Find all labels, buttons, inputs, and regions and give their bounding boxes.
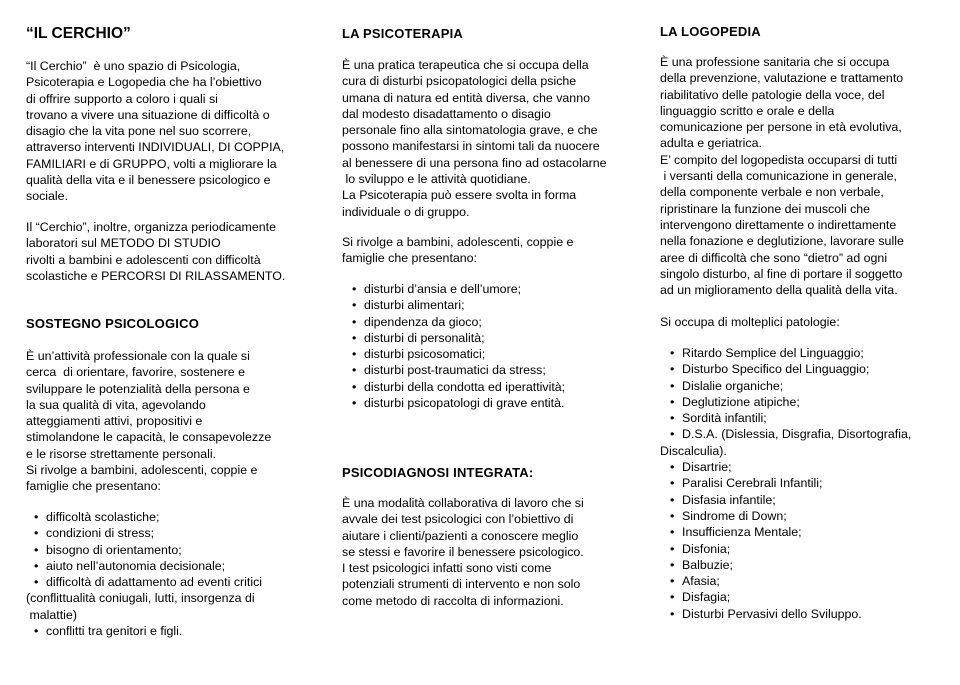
text-line: la sua qualità di vita, agevolando: [26, 397, 206, 412]
text-line: riabilitativo delle patologie della voce, del: [660, 87, 885, 102]
list-item: • disturbi psicopatologi di grave entità.: [342, 395, 565, 411]
psicodiagnosi-heading: PSICODIAGNOSI INTEGRATA:: [342, 465, 534, 480]
text-line: della prevenzione, valutazione e trattamento: [660, 71, 904, 86]
text-line: Si rivolge a bambini, adolescenti, coppie e: [26, 463, 258, 478]
text-line: ripristinare la funzione dei muscoli che: [660, 201, 871, 216]
text-line: nella fonazione e deglutizione, lavorare sulle: [660, 234, 904, 249]
text-line: famiglie che presentano:: [342, 251, 478, 266]
list-item: • Balbuzie;: [660, 557, 911, 573]
list-item: • dipendenza da gioco;: [342, 314, 565, 330]
text-line: aiutare i clienti/pazienti a conoscere meglio: [342, 528, 579, 543]
list-item: • Disfagia;: [660, 589, 911, 605]
patologie-intro: Si occupa di molteplici patologie:: [660, 315, 840, 329]
list-item-continuation: (conflittualità coniugali, lutti, insorgenza di: [26, 591, 255, 606]
text-line: ad un miglioramento della qualità della vita.: [660, 283, 898, 298]
psicoterapia-paragraph: [342, 57, 607, 220]
psicodiagnosi-paragraph: [342, 495, 584, 609]
text-line: qualità della vita e il benessere psicologico e: [26, 173, 271, 188]
text-line: comunicazione per persone in età evolutiva,: [660, 120, 902, 135]
text-line: e le risorse strettamente personali.: [26, 446, 217, 461]
list-item: • Paralisi Cerebrali Infantili;: [660, 475, 911, 491]
labs-paragraph: [26, 219, 285, 284]
list-item: • disturbi alimentari;: [342, 297, 565, 313]
text-line: Psicoterapia e Logopedia che ha l’obiettivo: [26, 75, 262, 90]
text-line: personale fino alla sintomatologia grave, e che: [342, 123, 598, 138]
text-line: È una modalità collaborativa di lavoro che si: [342, 496, 584, 510]
list-item: • Dislalie organiche;: [660, 378, 911, 394]
psicoterapia-heading: LA PSICOTERAPIA: [342, 26, 463, 41]
list-item-continuation: Discalculia).: [660, 443, 727, 458]
text-line: È una professione sanitaria che si occupa: [660, 55, 890, 69]
text-line: famiglie che presentano:: [26, 479, 162, 494]
psicoterapia-list: [342, 281, 565, 411]
text-line: E’ compito del logopedista occuparsi di tutti: [660, 152, 898, 167]
text-line: laboratori sul METODO DI STUDIO: [26, 236, 221, 251]
sostegno-paragraph: [26, 348, 271, 495]
text-line: di offrire supporto a coloro i quali si: [26, 91, 218, 106]
logopedia-paragraph: [660, 54, 904, 298]
text-line: cura di disturbi psicopatologici della psiche: [342, 74, 577, 89]
list-item: • conflitti tra genitori e figli.: [26, 623, 262, 639]
main-title: “IL CERCHIO”: [26, 25, 131, 42]
text-line: rivolti a bambini e adolescenti con difficoltà: [26, 252, 261, 267]
text-line: umana di natura ed entità diversa, che vanno: [342, 90, 590, 105]
text-line: trovano a vivere una situazione di difficoltà o: [26, 107, 270, 122]
list-item: • D.S.A. (Dislessia, Disgrafia, Disortografia,: [660, 426, 911, 442]
rivolge-paragraph: [342, 234, 573, 267]
list-item: • Disfonia;: [660, 541, 911, 557]
text-line: avvale dei test psicologici con l’obiettivo di: [342, 512, 574, 527]
list-item: • Ritardo Semplice del Linguaggio;: [660, 345, 911, 361]
list-item-continuation: malattie): [26, 607, 77, 622]
text-line: scolastiche e PERCORSI DI RILASSAMENTO.: [26, 268, 286, 283]
text-line: linguaggio scritto e orale e della: [660, 103, 835, 118]
text-line: intervengono direttamente o indirettamente: [660, 217, 897, 232]
list-item: • Afasia;: [660, 573, 911, 589]
list-item: • Deglutizione atipiche;: [660, 394, 911, 410]
text-line: come metodo di raccolta di informazioni.: [342, 593, 564, 608]
text-line: stimolandone le capacità, le consapevolezze: [26, 430, 272, 445]
list-item: • aiuto nell’autonomia decisionale;: [26, 558, 262, 574]
text-line: È un’attività professionale con la quale si: [26, 349, 250, 363]
list-item: • bisogno di orientamento;: [26, 542, 262, 558]
list-item: • disturbi psicosomatici;: [342, 346, 565, 362]
text-line: atteggiamenti attivi, propositivi e: [26, 414, 203, 429]
list-item: • disturbi post-traumatici da stress;: [342, 362, 565, 378]
text-line: Si rivolge a bambini, adolescenti, coppie e: [342, 235, 574, 249]
text-line: adulta e geriatrica.: [660, 136, 762, 151]
text-line: I test psicologici infatti sono visti come: [342, 561, 552, 576]
text-line: se stessi e favorire il benessere psicologico.: [342, 544, 584, 559]
text-line: dal modesto disadattamento o disagio: [342, 106, 551, 121]
list-item: • disturbi di personalità;: [342, 330, 565, 346]
text-line: sociale.: [26, 189, 69, 204]
list-item: • condizioni di stress;: [26, 525, 262, 541]
text-line: al benessere di una persona fino ad ostacolarne: [342, 155, 607, 170]
text-line: sviluppare le potenzialità della persona e: [26, 381, 250, 396]
text-line: possono manifestarsi in sintomi tali da nuocere: [342, 139, 600, 154]
text-line: i versanti della comunicazione in generale,: [660, 169, 897, 184]
list-item: • Sindrome di Down;: [660, 508, 911, 524]
list-item: • Sordità infantili;: [660, 410, 911, 426]
list-item: • Disturbo Specifico del Linguaggio;: [660, 361, 911, 377]
text-line: singolo disturbo, al fine di portare il soggetto: [660, 266, 903, 281]
text-line: aree di difficoltà che sono “dietro” ad ogni: [660, 250, 888, 265]
list-item: • disturbi d’ansia e dell’umore;: [342, 281, 565, 297]
list-item: • Disartrie;: [660, 459, 911, 475]
logopedia-heading: LA LOGOPEDIA: [660, 24, 761, 39]
sostegno-heading: SOSTEGNO PSICOLOGICO: [26, 316, 200, 331]
text-line: attraverso interventi INDIVIDUALI, DI COPPIA,: [26, 140, 285, 155]
intro-paragraph: [26, 58, 284, 205]
list-item: • Disturbi Pervasivi dello Sviluppo.: [660, 606, 911, 622]
text-line: “Il Cerchio” è uno spazio di Psicologia,: [26, 59, 241, 73]
text-line: cerca di orientare, favorire, sostenere e: [26, 365, 246, 380]
sostegno-list: [26, 509, 262, 639]
text-line: lo sviluppo e le attività quotidiane.: [342, 172, 531, 187]
text-line: individuale o di gruppo.: [342, 204, 470, 219]
list-item: • disturbi della condotta ed iperattività;: [342, 379, 565, 395]
text-line: È una pratica terapeutica che si occupa della: [342, 58, 589, 72]
list-item: • Disfasia infantile;: [660, 492, 911, 508]
text-line: FAMILIARI e di GRUPPO, volti a migliorare la: [26, 156, 277, 171]
list-item: • Insufficienza Mentale;: [660, 524, 911, 540]
patologie-list: [660, 345, 911, 622]
text-line: disagio che la vita pone nel suo scorrere,: [26, 124, 252, 139]
text-line: Il “Cerchio”, inoltre, organizza periodicamente: [26, 220, 276, 234]
text-line: potenziali strumenti di intervento e non solo: [342, 577, 581, 592]
list-item: • difficoltà di adattamento ad eventi critici: [26, 574, 262, 590]
text-line: della componente verbale e non verbale,: [660, 185, 884, 200]
text-line: La Psicoterapia può essere svolta in forma: [342, 188, 577, 203]
list-item: • difficoltà scolastiche;: [26, 509, 262, 525]
